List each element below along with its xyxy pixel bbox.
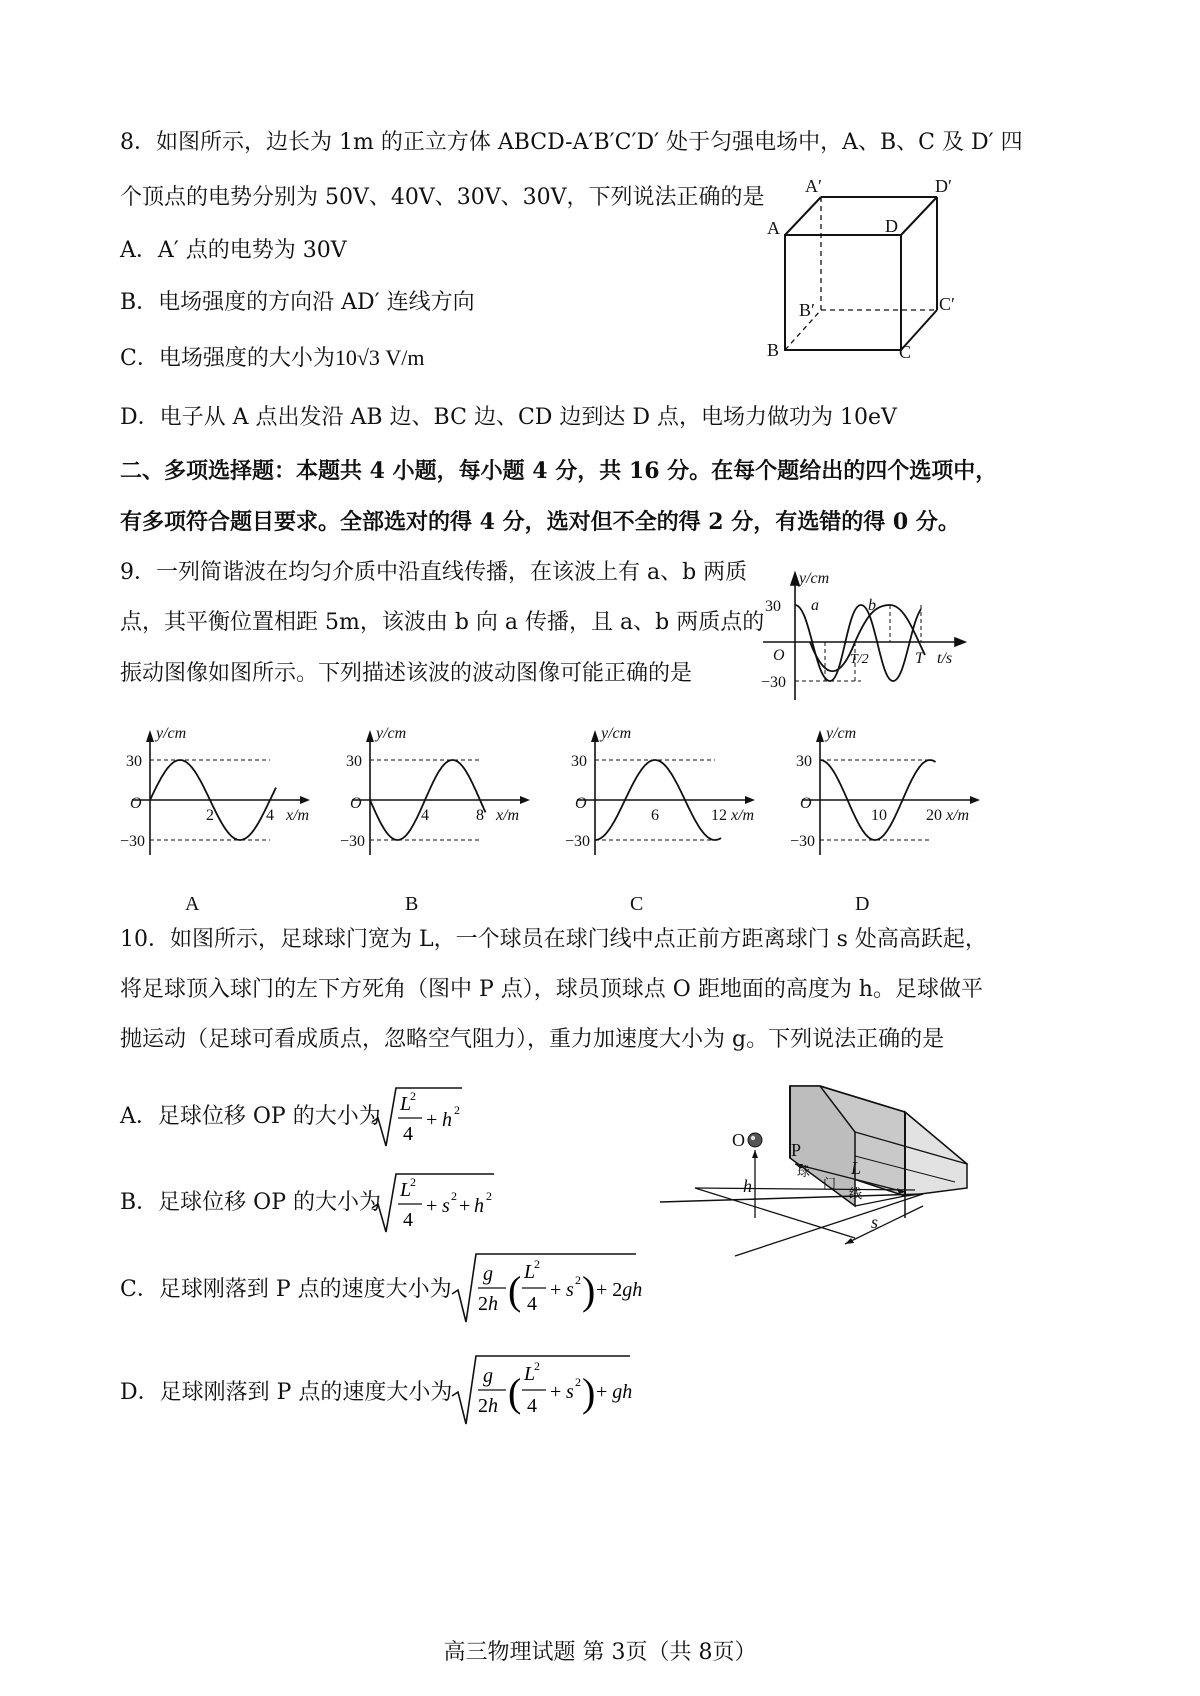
x-tick-2: 4 (266, 807, 274, 824)
goal-line-char3: 线 (849, 1186, 863, 1201)
svg-text:+: + (550, 1381, 562, 1403)
cube-label-B: B (767, 340, 780, 360)
q10-option-b: B．足球位移 OP 的大小为 (120, 1190, 381, 1215)
q10-stem-line3: 抛运动（足球可看成质点，忽略空气阻力），重力加速度大小为 g。下列说法正确的是 (120, 1027, 945, 1052)
q10-option-a: A．足球位移 OP 的大小为 (120, 1104, 381, 1129)
option-letter: C (630, 893, 644, 915)
svg-text:h: h (474, 1195, 484, 1217)
x-tick-1: 2 (206, 807, 214, 824)
vib-origin: O (773, 647, 785, 664)
goal-line-char1: 球 (797, 1164, 811, 1179)
x-axis-arrow (300, 796, 310, 804)
q9-stem-line1: 9．一列简谐波在均匀介质中沿直线传播，在该波上有 a、b 两质 (120, 560, 748, 585)
svg-text:s: s (566, 1279, 574, 1301)
svg-text:2: 2 (534, 1257, 540, 1271)
q10-goal-figure (655, 1078, 985, 1268)
svg-text:+: + (426, 1195, 438, 1217)
x-tick-1: 10 (871, 807, 887, 824)
q9-stem-line3: 振动图像如图所示。下列描述该波的波动图像可能正确的是 (120, 661, 693, 686)
q8-option-a: A．A′ 点的电势为 30V (120, 238, 347, 263)
y-axis-arrow (146, 730, 154, 742)
y-axis-arrow (816, 730, 824, 742)
origin-label: O (130, 795, 142, 812)
svg-text:): ) (582, 1268, 596, 1313)
y-axis-label: y/cm (826, 725, 857, 742)
svg-text:h: h (442, 1109, 452, 1131)
x-axis-label: x/m (496, 807, 520, 824)
q9-option-graph-d (790, 720, 1000, 915)
x-tick-2: 20 (926, 807, 942, 824)
q10-option-d: D．足球刚落到 P 点的速度大小为 (120, 1380, 453, 1405)
svg-text:2: 2 (575, 1273, 581, 1287)
origin-label: O (800, 795, 812, 812)
q8-option-c (120, 343, 425, 374)
goal-label-h: h (743, 1176, 752, 1196)
y-bot-label: −30 (340, 833, 366, 850)
x-tick-1: 6 (651, 807, 659, 824)
svg-text:L: L (400, 1093, 412, 1115)
page-footer: 高三物理试题 第 3页（共 8页） (443, 1640, 757, 1665)
svg-text:2: 2 (451, 1189, 457, 1203)
y-bot-label: −30 (120, 833, 146, 850)
svg-text:2: 2 (486, 1189, 492, 1203)
x-tick-1: 4 (421, 807, 429, 824)
x-tick-2: 12 (711, 807, 727, 824)
svg-text:2: 2 (410, 1089, 416, 1103)
goal-label-s: s (871, 1212, 879, 1232)
q9-option-graph-c (565, 720, 775, 915)
origin-label: O (350, 795, 362, 812)
section2-line2: 有多项符合题目要求。全部选对的得 4 分，选对但不全的得 2 分，有选错的得 0 分。 (120, 509, 960, 535)
y-top-label: 30 (346, 753, 362, 770)
svg-text:+: + (426, 1109, 438, 1131)
vib-label-a: a (811, 597, 819, 614)
x-axis-label: x/m (731, 807, 755, 824)
svg-text:): ) (582, 1370, 596, 1415)
svg-text:2: 2 (534, 1359, 540, 1373)
vib-xlabel: t/s (937, 650, 953, 667)
q10-option-c-formula (450, 1248, 643, 1328)
y-axis-arrow (366, 730, 374, 742)
vib-y-top: 30 (765, 598, 781, 615)
cube-label-D1: D′ (935, 176, 952, 196)
svg-text:L: L (400, 1179, 412, 1201)
q8-stem-line1: 8．如图所示，边长为 1m 的正立方体 ABCD-A′B′C′D′ 处于匀强电场中，A、B、C 及 D′ 四 (120, 130, 1023, 155)
q8-option-c-formula: 10√3 V/m (334, 345, 425, 370)
svg-text:s: s (566, 1381, 574, 1403)
option-letter: A (185, 893, 200, 915)
q8-option-b: B．电场强度的方向沿 AD′ 连线方向 (120, 290, 475, 315)
y-axis-arrow (591, 730, 599, 742)
svg-text:+ gh: + gh (596, 1381, 633, 1403)
y-axis-label: y/cm (601, 725, 632, 742)
svg-text:(: ( (508, 1370, 522, 1415)
section2-line1: 二、多项选择题：本题共 4 小题，每小题 4 分，共 16 分。在每个题给出的四个选项中， (120, 458, 998, 484)
cube-label-B1: B′ (799, 300, 815, 320)
x-axis-label: x/m (946, 807, 970, 824)
vib-label-b: b (868, 597, 876, 614)
svg-text:+ 2gh: + 2gh (596, 1279, 643, 1301)
q10-option-b-formula (370, 1168, 500, 1238)
svg-text:4: 4 (527, 1395, 537, 1417)
y-top-label: 30 (571, 753, 587, 770)
q10-option-a-formula (370, 1082, 470, 1152)
q10-option-c: C．足球刚落到 P 点的速度大小为 (120, 1277, 452, 1302)
x-axis-label: x/m (286, 807, 310, 824)
svg-text:L: L (524, 1363, 536, 1385)
vib-mark-half: T/2 (850, 652, 869, 667)
cube-label-C1: C′ (939, 294, 955, 314)
q10-stem-line2: 将足球顶入球门的左下方死角（图中 P 点），球员顶球点 O 距地面的高度为 h。足球做平 (120, 977, 983, 1002)
origin-label: O (575, 795, 587, 812)
cube-label-D: D (885, 216, 898, 236)
option-letter: D (855, 893, 870, 915)
svg-text:4: 4 (527, 1293, 537, 1315)
y-top-label: 30 (796, 753, 812, 770)
q10-option-d-formula (450, 1350, 635, 1430)
goal-label-O: O (732, 1130, 745, 1150)
vib-mark-T: T (915, 650, 924, 667)
goal-label-P: P (791, 1140, 802, 1160)
vib-ylabel: y/cm (799, 570, 830, 587)
cube-label-A1: A′ (805, 176, 822, 196)
x-axis-arrow (970, 796, 980, 804)
x-axis-arrow (745, 796, 755, 804)
svg-text:g: g (483, 1263, 493, 1285)
y-axis-label: y/cm (376, 725, 407, 742)
q10-stem-line1: 10．如图所示，足球球门宽为 L，一个球员在球门线中点正前方距离球门 s 处高高跃起， (120, 927, 987, 952)
vibration-curve-a (795, 605, 921, 681)
svg-text:2: 2 (575, 1375, 581, 1389)
y-bot-label: −30 (565, 833, 591, 850)
y-axis-label: y/cm (156, 725, 187, 742)
x-axis-arrow (520, 796, 530, 804)
svg-text:L: L (524, 1261, 536, 1283)
option-letter: B (405, 893, 419, 915)
vib-y-bot: −30 (761, 674, 787, 691)
svg-text:s: s (442, 1195, 450, 1217)
svg-text:4: 4 (403, 1123, 413, 1145)
q9-stem-line2: 点，其平衡位置相距 5m，该波由 b 向 a 传播，且 a、b 两质点的 (120, 610, 765, 635)
svg-text:2h: 2h (478, 1293, 498, 1315)
svg-text:g: g (483, 1365, 493, 1387)
q9-option-graph-b (340, 720, 550, 915)
svg-text:2: 2 (454, 1103, 460, 1117)
svg-text:2: 2 (410, 1175, 416, 1189)
goal-label-L: L (851, 1158, 862, 1178)
y-top-label: 30 (126, 753, 142, 770)
svg-text:2h: 2h (478, 1395, 498, 1417)
svg-text:+: + (459, 1195, 471, 1217)
q8-stem-line2: 个顶点的电势分别为 50V、40V、30V、30V，下列说法正确的是 (120, 185, 765, 210)
svg-text:+: + (550, 1279, 562, 1301)
svg-text:4: 4 (403, 1209, 413, 1231)
q8-option-c-text: C．电场强度的大小为 (120, 346, 335, 371)
cube-label-A: A (767, 218, 780, 238)
cube-label-C: C (899, 342, 912, 362)
q8-cube-figure (755, 170, 970, 370)
q9-vibration-graph (755, 565, 970, 705)
goal-line-char2: 门 (823, 1176, 837, 1191)
q9-option-graph-a (120, 720, 330, 915)
svg-text:(: ( (508, 1268, 522, 1313)
q8-option-d: D．电子从 A 点出发沿 AB 边、BC 边、CD 边到达 D 点，电场力做功为 10eV (120, 405, 897, 430)
y-bot-label: −30 (790, 833, 816, 850)
x-tick-2: 8 (476, 807, 484, 824)
